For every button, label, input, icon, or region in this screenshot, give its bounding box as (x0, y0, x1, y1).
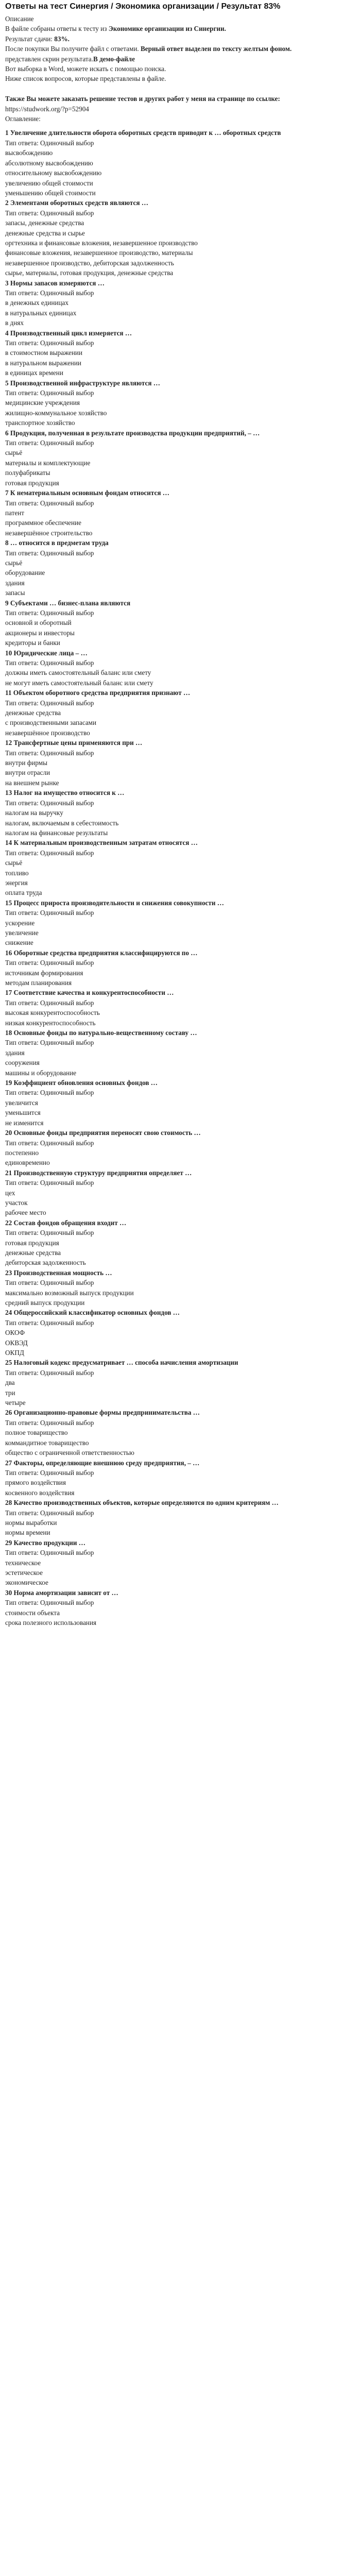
answer-option: в натуральных единицах (5, 309, 77, 317)
answer-option: сооружения (5, 1059, 40, 1067)
answer-option: налогам на финансовые результаты (5, 828, 108, 837)
answer-option: максимально возможный выпуск продукции (5, 1289, 134, 1297)
answer-option: увеличится (5, 1098, 38, 1107)
answer-option: методам планирования (5, 979, 72, 987)
question-text: Нормы запасов измеряются … (10, 279, 105, 287)
question-text: Качество производственных объектов, которые определяются по одним критериям … (13, 1499, 279, 1507)
question (5, 488, 356, 498)
answer-option: срока полезного использования (5, 1619, 97, 1626)
answer-option: постепенно (5, 1148, 39, 1157)
question (5, 1168, 356, 1178)
intro-line (5, 44, 356, 54)
answer-type-label: Тип ответа: Одиночный выбор (5, 959, 94, 967)
question-number: 20 (5, 1129, 14, 1137)
answer-type-label: Тип ответа: Одиночный выбор (5, 1039, 94, 1047)
answer-option: высокая конкурентоспособность (5, 1009, 100, 1017)
answer-option: незавершённое строительство (5, 529, 93, 537)
question-text: Норма амортизации зависит от … (13, 1588, 118, 1597)
answer-option: ОКОФ (5, 1329, 25, 1337)
answer-option: техническое (5, 1558, 41, 1567)
answer-option: снижение (5, 939, 33, 947)
answer-type-label: Тип ответа: Одиночный выбор (5, 608, 94, 617)
question (5, 1358, 356, 1367)
question-number: 4 (5, 329, 10, 337)
answer-option: налогам, включаемым в себестоимость (5, 819, 119, 827)
question (5, 948, 356, 958)
intro-section (5, 14, 356, 124)
question (5, 1268, 356, 1278)
question-number: 16 (5, 948, 14, 957)
intro-bold: В демо-файле (93, 55, 135, 63)
answer-option: в натуральном выражении (5, 359, 81, 367)
question-text: Объектом оборотного средства предприятия признают … (13, 689, 191, 697)
question-text: Производственный цикл измеряется … (10, 329, 132, 337)
answer-option: дебиторская задолженность (5, 1259, 86, 1267)
answer-option: коммандитное товарищество (5, 1438, 89, 1447)
answer-option: внутри фирмы (5, 759, 47, 767)
question-text: Трансфертные цены применяются при … (13, 739, 143, 747)
question (5, 648, 356, 658)
answer-option: оргтехника и финансовые вложения, незавершенное производство (5, 239, 198, 247)
answer-type-label: Тип ответа: Одиночный выбор (5, 1229, 94, 1237)
answer-option: нормы времени (5, 1529, 50, 1537)
answer-option: медицинские учреждения (5, 399, 80, 407)
intro-line (5, 34, 356, 44)
question-number: 15 (5, 899, 14, 907)
answer-option: жилищно-коммунальное хозяйство (5, 409, 107, 417)
answer-type-label: Тип ответа: Одиночный выбор (5, 1318, 94, 1327)
answer-option: экономическое (5, 1579, 48, 1587)
question-text: Элементами оборотных средств являются … (10, 199, 148, 207)
question-text: К нематериальным основным фондам относится … (10, 489, 169, 497)
question (5, 738, 356, 748)
question (5, 1218, 356, 1228)
question-number: 11 (5, 689, 13, 697)
question-number: 10 (5, 649, 14, 657)
question-text: Организационно-правовые формы предпринимательства … (13, 1409, 200, 1417)
question (5, 1588, 356, 1598)
question-number: 6 (5, 429, 10, 437)
answer-option: эстетическое (5, 1568, 43, 1577)
answer-option: на внешнем рынке (5, 778, 59, 787)
answer-type-label: Тип ответа: Одиночный выбор (5, 139, 94, 147)
question (5, 988, 356, 997)
question-text: Производственной инфраструктуре являются … (10, 379, 160, 387)
answer-type-label: Тип ответа: Одиночный выбор (5, 339, 94, 347)
question-number: 23 (5, 1268, 14, 1277)
question-text: Налог на имущество относится к … (13, 789, 125, 797)
question (5, 1408, 356, 1417)
answer-option: основной и оборотный (5, 619, 72, 627)
intro-text: Вот выборка в Word, можете искать с помощью поиска. (5, 65, 166, 73)
question (5, 198, 356, 208)
answer-type-label: Тип ответа: Одиночный выбор (5, 1279, 94, 1287)
answer-option: ОКПД (5, 1349, 24, 1357)
answer-option: низкая конкурентоспособность (5, 1019, 96, 1027)
question-text: Факторы, определяющие внешнюю среду предприятия, – … (13, 1459, 200, 1467)
question-number: 3 (5, 279, 10, 287)
answer-option: средний выпуск продукции (5, 1299, 85, 1307)
answer-option: в стоимостном выражении (5, 349, 83, 357)
answer-option: нормы выработки (5, 1518, 57, 1527)
answer-type-label: Тип ответа: Одиночный выбор (5, 1468, 94, 1477)
answer-option: косвенного воздействия (5, 1488, 75, 1497)
answer-option: здания (5, 1048, 25, 1057)
answer-option: финансовые вложения, незавершенное производство, материалы (5, 249, 193, 257)
question (5, 378, 356, 388)
answer-option: денежные средства (5, 1248, 61, 1257)
question-text: Общероссийский классификатор основных фондов … (13, 1309, 180, 1317)
question-number: 2 (5, 199, 10, 207)
answer-type-label: Тип ответа: Одиночный выбор (5, 209, 94, 217)
answer-option: машины и оборудование (5, 1069, 77, 1077)
intro-line (5, 24, 356, 33)
answer-type-label: Тип ответа: Одиночный выбор (5, 439, 94, 447)
question-number: 13 (5, 789, 14, 797)
answer-option: энергия (5, 878, 28, 887)
question (5, 838, 356, 848)
question-text: Увеличение длительности оборота оборотных средств приводит к … оборотных средств (10, 129, 281, 137)
question-number: 26 (5, 1409, 14, 1417)
question (5, 1078, 356, 1088)
answer-option: денежные средства и сырье (5, 229, 85, 237)
question (5, 788, 356, 798)
answer-type-label: Тип ответа: Одиночный выбор (5, 799, 94, 807)
answer-type-label: Тип ответа: Одиночный выбор (5, 499, 94, 507)
answer-option: сырьё (5, 558, 23, 567)
answer-type-label: Тип ответа: Одиночный выбор (5, 699, 94, 707)
question (5, 278, 356, 288)
question-number: 5 (5, 379, 10, 387)
answer-option: в единицах времени (5, 369, 63, 377)
question (5, 688, 356, 698)
answer-option: готовая продукция (5, 479, 59, 487)
answer-option: оборудование (5, 569, 45, 577)
question-number: 29 (5, 1538, 14, 1547)
answer-option: налогам на выручку (5, 809, 63, 817)
question-text: К материальным производственным затратам относятся … (13, 839, 198, 847)
question (5, 328, 356, 338)
question-text: Субъектами … бизнес-плана являются (10, 599, 131, 607)
answer-option: уменьшению общей стоимости (5, 189, 96, 197)
answer-type-label: Тип ответа: Одиночный выбор (5, 289, 94, 297)
answer-type-label: Тип ответа: Одиночный выбор (5, 909, 94, 917)
answer-option: патент (5, 509, 25, 517)
question-number: 27 (5, 1459, 14, 1467)
question-text: Основные фонды по натурально-вещественному составу … (13, 1029, 197, 1037)
answer-option: программное обеспечение (5, 519, 81, 527)
answer-option: стоимости объекта (5, 1608, 60, 1617)
answer-type-label: Тип ответа: Одиночный выбор (5, 1509, 94, 1517)
questions-list (5, 128, 356, 1628)
question-text: Соответствие качества и конкурентоспособности … (13, 989, 174, 997)
intro-line (5, 94, 356, 104)
question-number: 14 (5, 839, 14, 847)
question-text: Процесс прироста производительности и снижения совокупности … (13, 899, 224, 907)
question-text: Основные фонды предприятия переносят свою стоимость … (13, 1129, 201, 1137)
answer-type-label: Тип ответа: Одиночный выбор (5, 998, 94, 1007)
answer-type-label: Тип ответа: Одиночный выбор (5, 389, 94, 397)
answer-type-label: Тип ответа: Одиночный выбор (5, 1089, 94, 1097)
question-text: Производственная мощность … (13, 1268, 112, 1277)
answer-option: здания (5, 579, 25, 587)
question-number: 28 (5, 1499, 14, 1507)
question-number: 17 (5, 989, 14, 997)
intro-text: Ниже список вопросов, которые представлены в файле. (5, 75, 166, 83)
question (5, 538, 356, 548)
question-text: Оборотные средства предприятия классифицируются по … (13, 948, 198, 957)
answer-option: два (5, 1379, 15, 1387)
intro-text: Описание (5, 15, 34, 23)
answer-option: должны иметь самостоятельный баланс или смету (5, 669, 151, 677)
answer-type-label: Тип ответа: Одиночный выбор (5, 1179, 94, 1187)
question-text: Продукция, полученная в результате производства продукции предприятий, – … (10, 429, 260, 437)
question-text: … относится в предметам труда (10, 539, 109, 547)
answer-option: денежные средства (5, 709, 61, 717)
answer-option: высвобождению (5, 149, 53, 157)
answer-option: незавершённое производство (5, 728, 90, 737)
answer-option: запасы, денежные средства (5, 219, 84, 227)
answer-option: оплата труда (5, 889, 42, 897)
question-number: 30 (5, 1588, 14, 1597)
answer-option: ускорение (5, 919, 35, 927)
answer-option: сырьё (5, 859, 23, 867)
answer-option: участок (5, 1198, 28, 1207)
answer-type-label: Тип ответа: Одиночный выбор (5, 659, 94, 667)
answer-type-label: Тип ответа: Одиночный выбор (5, 1139, 94, 1147)
answer-option: транспортное хозяйство (5, 419, 75, 427)
question (5, 128, 356, 138)
intro-bold: Также Вы можете заказать решение тестов и других работ у меня на странице по ссылке: (5, 95, 280, 103)
answer-option: с производственными запасами (5, 719, 97, 727)
question-number: 21 (5, 1168, 14, 1177)
question-number: 25 (5, 1359, 14, 1367)
answer-option: материалы и комплектующие (5, 459, 91, 467)
answer-option: три (5, 1388, 15, 1397)
answer-option: относительному высвобождению (5, 169, 102, 177)
intro-text: https://studwork.org/?p=52904 (5, 105, 89, 113)
intro-bold: Верный ответ выделен по тексту желтым фоном. (140, 45, 292, 53)
answer-option: в денежных единицах (5, 299, 68, 307)
answer-option: прямого воздействия (5, 1479, 66, 1487)
question-number: 12 (5, 739, 14, 747)
intro-line (5, 64, 356, 74)
answer-option: сырье, материалы, готовая продукция, денежные средства (5, 269, 174, 277)
answer-type-label: Тип ответа: Одиночный выбор (5, 1418, 94, 1427)
answer-type-label: Тип ответа: Одиночный выбор (5, 1599, 94, 1607)
answer-option: ОКВЭД (5, 1338, 28, 1347)
intro-line (5, 14, 356, 24)
answer-option: запасы (5, 589, 25, 597)
answer-option: абсолютному высвобождению (5, 159, 93, 167)
question-text: Юридические лица – … (13, 649, 88, 657)
intro-bold: 83%. (54, 35, 70, 43)
question (5, 1128, 356, 1138)
intro-text: Оглавление: (5, 115, 41, 123)
question-text: Коэффициент обновления основных фондов … (13, 1079, 158, 1087)
answer-option: кредиторы и банки (5, 639, 60, 647)
answer-type-label: Тип ответа: Одиночный выбор (5, 749, 94, 757)
intro-text: После покупки Вы получите файл с ответами. (5, 45, 141, 53)
intro-text: Результат сдачи: (5, 35, 55, 43)
answer-option: рабочее место (5, 1209, 46, 1217)
intro-text: В файле собраны ответы к тесту из (5, 25, 109, 33)
answer-option: не могут иметь самостоятельный баланс или смету (5, 679, 153, 687)
answer-option: единовременно (5, 1159, 50, 1167)
question-number: 22 (5, 1218, 14, 1227)
question-number: 24 (5, 1309, 14, 1317)
question-text: Налоговый кодекс предусматривает … способа начисления амортизации (13, 1359, 238, 1367)
answer-option: четыре (5, 1399, 26, 1407)
answer-option: в днях (5, 319, 24, 327)
answer-type-label: Тип ответа: Одиночный выбор (5, 849, 94, 857)
intro-text: представлен скрин результата. (5, 55, 93, 63)
intro-line (5, 84, 356, 94)
question (5, 1458, 356, 1468)
answer-option: увеличению общей стоимости (5, 179, 93, 187)
answer-option: полное товарищество (5, 1429, 68, 1437)
answer-option: незавершенное производство, дебиторская задолженность (5, 259, 174, 267)
intro-line (5, 114, 356, 124)
answer-option: не изменится (5, 1118, 44, 1127)
question (5, 1538, 356, 1548)
intro-line (5, 54, 356, 64)
question-number: 1 (5, 129, 10, 137)
answer-option: увеличение (5, 928, 39, 937)
intro-line (5, 74, 356, 83)
answer-option: уменьшится (5, 1109, 41, 1117)
question-number: 18 (5, 1029, 14, 1037)
answer-option: общество с ограниченной ответственностью (5, 1449, 134, 1457)
question (5, 428, 356, 438)
question-number: 19 (5, 1079, 14, 1087)
question-number: 9 (5, 599, 10, 607)
answer-option: источникам формирования (5, 969, 83, 977)
question-number: 7 (5, 489, 10, 497)
answer-type-label: Тип ответа: Одиночный выбор (5, 1368, 94, 1377)
question (5, 898, 356, 908)
question-text: Состав фондов обращения входит … (13, 1218, 127, 1227)
answer-option: акционеры и инвесторы (5, 629, 75, 637)
answer-option: полуфабрикаты (5, 469, 50, 477)
question (5, 1028, 356, 1038)
question (5, 1498, 356, 1507)
answer-option: сырьё (5, 449, 23, 457)
question-text: Качество продукции … (13, 1538, 85, 1547)
intro-line (5, 104, 356, 114)
answer-option: цех (5, 1189, 15, 1197)
answer-option: готовая продукция (5, 1239, 59, 1247)
page-title: Ответы на тест Синергия / Экономика организации / Результат 83% (5, 2, 281, 11)
question (5, 1308, 356, 1317)
answer-type-label: Тип ответа: Одиночный выбор (5, 549, 94, 557)
answer-type-label: Тип ответа: Одиночный выбор (5, 1549, 94, 1557)
answer-option: топливо (5, 869, 29, 877)
answer-option: внутри отрасли (5, 769, 50, 777)
question-text: Производственную структуру предприятия определяет … (13, 1168, 192, 1177)
question-number: 8 (5, 539, 10, 547)
intro-bold: Экономике организации из Синергии. (108, 25, 226, 33)
question (5, 598, 356, 608)
